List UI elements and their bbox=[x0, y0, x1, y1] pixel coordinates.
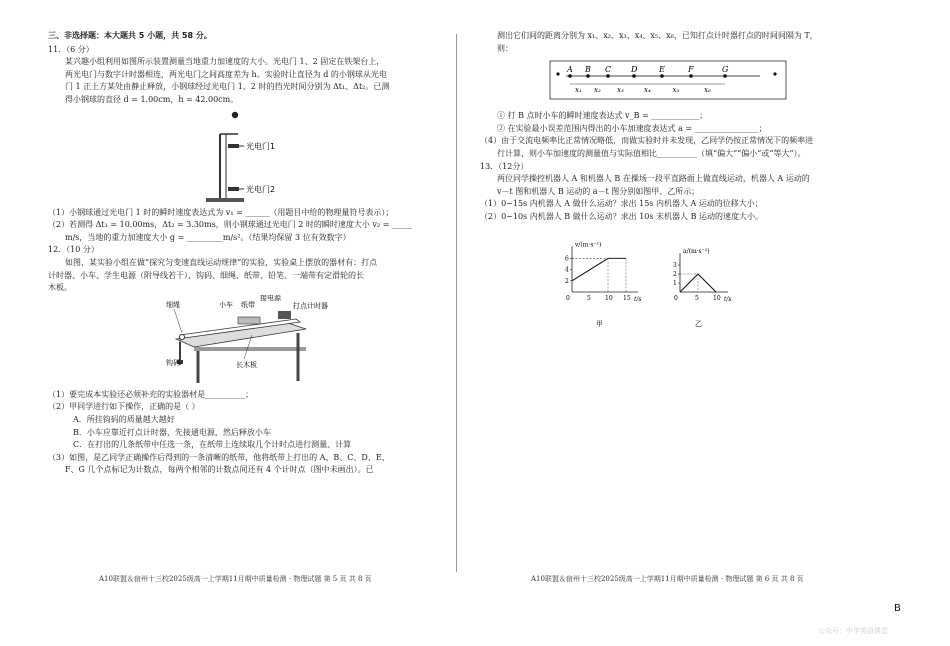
label-cart: 小车 bbox=[219, 300, 233, 309]
graph-xtick: 10 bbox=[605, 294, 613, 302]
robot-graphs-figure bbox=[480, 224, 870, 344]
column-divider bbox=[456, 34, 457, 572]
photogate-1 bbox=[228, 144, 239, 148]
tape-point-label: B bbox=[585, 65, 591, 75]
q11-sub2-cont: m/s，当地的重力加速度大小 g = _________m/s²。（结果均保留 3 位有效数字） bbox=[65, 232, 351, 242]
q11-line: 两光电门与数字计时器相连，两光电门之间高度差为 h。实验时让直径为 d 的小钢球从光电 bbox=[65, 69, 387, 79]
option-c: C．在打出的几条纸带中任选一条，在纸带上连续取几个计时点进行测量、计算 bbox=[73, 440, 352, 450]
tape-dot bbox=[689, 74, 693, 78]
q12-cont-line: 测出它们间的距离分别为 x₁、x₂、x₃、x₄、x₅、x₆，已知打点计时器打点的时间间隔为 T， bbox=[497, 31, 818, 40]
tape-dot bbox=[660, 74, 664, 78]
graph-origin: 0 bbox=[674, 294, 678, 302]
tape-dot bbox=[586, 74, 590, 78]
tape-interval-label: x₁ bbox=[575, 86, 582, 95]
q13-line: 两位同学操控机器人 A 和机器人 B 在操场一段平直路面上做直线运动，机器人 A 运动的 bbox=[497, 174, 810, 184]
tape-dot bbox=[632, 74, 636, 78]
graph-ylabel: v/(m·s⁻¹) bbox=[575, 240, 602, 248]
tape-interval-label: x₅ bbox=[672, 86, 680, 95]
tape-point-label: C bbox=[605, 65, 612, 75]
graph-a-vt bbox=[565, 241, 642, 328]
steel-ball bbox=[232, 111, 238, 117]
graph-xtick: 5 bbox=[587, 294, 591, 302]
q11-line: 门 1 正上方某处由静止释放，小钢球经过光电门 1、2 时的挡光时间分别为 Δt₁、Δt₂。已测 bbox=[65, 82, 390, 92]
tape-point-label: G bbox=[722, 65, 729, 75]
tape-dot bbox=[606, 74, 610, 78]
q11-sub1: （1）小钢球通过光电门 1 时的瞬时速度表达式为 v₁ = ______（用题目中给的物理量符号表示）； bbox=[48, 207, 394, 217]
label-timer: 打点计时器 bbox=[293, 301, 328, 310]
cart-experiment-figure bbox=[48, 295, 441, 389]
graph-ylabel: a/(m·s⁻²) bbox=[683, 247, 710, 255]
q12-s4-cont: 行计算，则小车加速度的测量值与实际值相比__________（填“偏大”“偏小”或“等大”）。 bbox=[497, 148, 806, 158]
q11-sub2: （2）若测得 Δt₁ = 10.00ms，Δt₂ = 3.30ms，则小钢球通过光电门 2 时的瞬时速度大小 v₂ = _____ bbox=[48, 220, 412, 230]
label-string: 细绳 bbox=[166, 300, 180, 309]
graph-xtick: 10 bbox=[713, 294, 721, 302]
tape-point-label: E bbox=[659, 65, 665, 75]
label-weights: 钩码 bbox=[166, 358, 180, 367]
tape-interval-label: x₆ bbox=[704, 86, 711, 95]
graph-xlabel: t/s bbox=[634, 295, 642, 303]
q13-head: 13．（12分） bbox=[480, 161, 529, 171]
q12-s1: ① 打 B 点时小车的瞬时速度表达式 v_B = ____________； bbox=[497, 111, 708, 121]
graph-ytick: 4 bbox=[565, 266, 569, 274]
stand-base bbox=[206, 198, 244, 202]
q11-line: 某兴趣小组利用如图所示装置测量当地重力加速度的大小。光电门 1、2 固定在铁架台上， bbox=[65, 57, 385, 67]
watermark: 公众号：中学英语课堂 bbox=[818, 627, 888, 635]
q11-head: 11．（6 分） bbox=[48, 44, 94, 54]
q12-s2: ② 在实验最小误差范围内得出的小车加速度表达式 a = ________________； bbox=[497, 123, 767, 133]
q12-line: 木板。 bbox=[48, 283, 72, 293]
tape-interval-label: x₃ bbox=[617, 86, 624, 95]
left-page bbox=[48, 30, 441, 477]
tape-dot bbox=[568, 74, 572, 78]
tape-interval-label: x₄ bbox=[644, 86, 651, 95]
q12-head: 12．（10 分） bbox=[48, 245, 99, 255]
cart bbox=[238, 317, 260, 324]
tape-point-label: D bbox=[631, 65, 638, 75]
label-board: 长木板 bbox=[236, 360, 257, 369]
q12-cont-line: 则： bbox=[497, 43, 513, 53]
q12-line: 如图，某实验小组在做“探究匀变速直线运动规律”的实验，实验桌上摆放的器材有：打点 bbox=[65, 257, 378, 267]
footer-page-5: A10联盟＆宿州十三校2025级高一上学期11月期中质量检测 · 物理试题 第 5 页 共 8 页 bbox=[99, 575, 372, 583]
q12-s4: （4）由于交流电频率比正常情况略低，而做实验时并未发现，乙同学仍按正常情况下的频率进 bbox=[480, 136, 814, 146]
paper-tape-figure bbox=[480, 58, 870, 104]
photogate-1-label: 光电门1 bbox=[246, 141, 276, 151]
graph-xtick: 5 bbox=[695, 294, 699, 302]
section-title: 三、非选择题：本大题共 5 小题，共 58 分。 bbox=[48, 31, 212, 40]
graph-xlabel: t/s bbox=[724, 295, 732, 303]
q13-sub2: （2）0~10s 内机器人 B 做什么运动？求出 10s 末机器人 B 运动的速度大小。 bbox=[480, 211, 764, 221]
graph-b-at bbox=[673, 248, 732, 328]
graph-ytick: 2 bbox=[565, 277, 569, 285]
graph-ytick: 1 bbox=[673, 279, 677, 287]
q12-line: 计时器、小车、学生电源（附导线若干）、钩码、细绳、纸带、铅笔、一端带有定滑轮的长 bbox=[48, 270, 364, 280]
timer bbox=[278, 311, 291, 319]
q13-line: v－t 图和机器人 B 运动的 a－t 图分别如图甲、乙所示； bbox=[497, 186, 700, 196]
graph-xtick: 15 bbox=[623, 294, 631, 302]
label-power: 接电源 bbox=[260, 294, 281, 302]
label-tape: 纸带 bbox=[241, 300, 255, 309]
graph-ytick: 6 bbox=[565, 254, 569, 262]
right-page bbox=[480, 30, 870, 344]
graph-caption: 甲 bbox=[596, 319, 603, 328]
page-letter: B bbox=[894, 603, 901, 614]
q11-line: 得小钢球的直径 d = 1.00cm，h = 42.00cm。 bbox=[65, 94, 239, 104]
graph-line bbox=[572, 258, 626, 280]
option-a: A．所挂钩码的质量越大越好 bbox=[73, 414, 175, 424]
graph-origin: 0 bbox=[566, 294, 570, 302]
tape-dot bbox=[723, 74, 727, 78]
tape-point-label: A bbox=[567, 65, 573, 75]
q13-sub1: （1）0~15s 内机器人 A 做什么运动？求出 15s 内机器人 A 运动的位移大小； bbox=[480, 199, 763, 209]
photogate-2 bbox=[228, 187, 239, 191]
graph-ytick: 3 bbox=[673, 261, 677, 269]
photogate-2-label: 光电门2 bbox=[246, 184, 276, 194]
q12-sub1: （1）要完成本实验还必须补充的实验器材是__________； bbox=[48, 389, 254, 399]
q12-sub2: （2）甲同学进行如下操作，正确的是（ ） bbox=[48, 402, 200, 412]
photogate-stand-figure bbox=[48, 107, 441, 207]
graph-caption: 乙 bbox=[695, 319, 702, 328]
tape-interval-label: x₂ bbox=[594, 86, 601, 95]
q12-sub3: （3）如图，是乙同学正确操作后得到的一条清晰的纸带，他将纸带上打出的 A、B、C、D、E、 bbox=[48, 452, 390, 462]
footer-page-6: A10联盟＆宿州十三校2025级高一上学期11月期中质量检测 · 物理试题 第 6 页 共 8 页 bbox=[531, 575, 804, 583]
option-b: B．小车应靠近打点计时器，先接通电源，然后释放小车 bbox=[73, 427, 271, 437]
tape-point-label: F bbox=[688, 65, 694, 75]
graph-ytick: 2 bbox=[673, 270, 677, 278]
q12-sub3-cont: F、G 几个点标记为计数点，每两个相邻的计数点间还有 4 个计时点（图中未画出）。已 bbox=[65, 465, 374, 475]
